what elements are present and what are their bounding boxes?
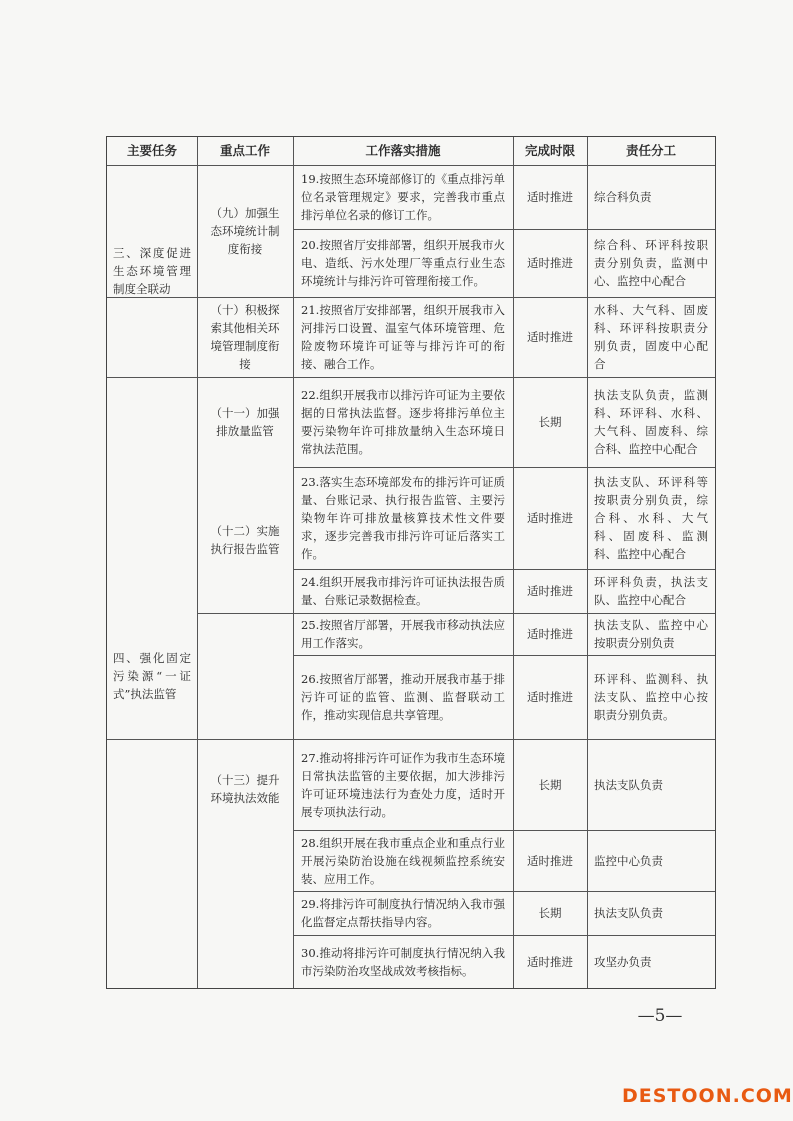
watermark: DESTOON.COM <box>622 1085 793 1107</box>
deadline-cell: 适时推进 <box>527 584 573 598</box>
deadline-cell: 长期 <box>538 777 562 792</box>
task-table <box>106 136 716 989</box>
responsibility-cell: 环评科、监测科、执法支队、监控中心按职责分别负责。 <box>594 672 708 722</box>
responsibility-cell: 攻坚办负责 <box>594 954 652 969</box>
header-responsibility: 责任分工 <box>625 143 676 158</box>
responsibility-cell: 水科、大气科、固废科、环评科按职责分别负责，固废中心配合 <box>594 303 708 371</box>
measure-cell: 23.落实生态环境部发布的排污许可证质量、台账记录、执行报告监管、主要污染物年许可排放量核算技术性文件要求，逐步完善我市排污许可证后落实工作。 <box>301 475 505 561</box>
measure-cell: 21.按照省厅安排部署，组织开展我市入河排污口设置、温室气体环境管理、危险废物环境许可证等与排污许可的衔接、融合工作。 <box>301 303 505 371</box>
header-focus: 重点工作 <box>219 143 270 158</box>
measure-cell: 20.按照省厅安排部署，组织开展我市火电、造纸、污水处理厂等重点行业生态环境统计与排污许可管理衔接工作。 <box>301 238 505 288</box>
responsibility-cell: 综合科、环评科按职责分别负责，监测中心、监控中心配合 <box>594 238 708 288</box>
measure-cell: 29.将排污许可制度执行情况纳入我市强化监督定点帮扶指导内容。 <box>301 897 505 929</box>
main-task: 四、强化固定污染源“一证式”执法监管 <box>113 651 191 701</box>
header-deadline: 完成时限 <box>524 143 575 158</box>
deadline-cell: 适时推进 <box>527 853 573 868</box>
responsibility-cell: 执法支队负责 <box>594 777 663 792</box>
page-number: —5— <box>637 1006 683 1026</box>
measure-cell: 25.按照省厅部署，开展我市移动执法应用工作落实。 <box>301 618 505 650</box>
focus-item: （九）加强生态环境统计制度衔接 <box>210 206 280 256</box>
deadline-cell: 适时推进 <box>527 511 573 525</box>
deadline-cell: 适时推进 <box>527 330 573 344</box>
measure-cell: 19.按照生态环境部修订的《重点排污单位名录管理规定》要求，完善我市重点排污单位名录的修订工作。 <box>301 172 505 222</box>
deadline-cell: 适时推进 <box>527 954 573 969</box>
responsibility-cell: 执法支队负责 <box>594 906 663 920</box>
deadline-cell: 适时推进 <box>527 690 573 704</box>
focus-item: （十一）加强排放量监管 <box>210 406 280 438</box>
responsibility-cell: 综合科负责 <box>594 190 652 204</box>
responsibility-cell: 执法支队、环评科等按职责分别负责，综合科、水科、大气科、固废科、监测科、监控中心配合 <box>594 475 708 561</box>
deadline-cell: 长期 <box>538 906 562 920</box>
measure-cell: 24.组织开展我市排污许可证执法报告质量、台账记录数据检查。 <box>301 575 505 607</box>
measure-cell: 28.组织开展在我市重点企业和重点行业开展污染防治设施在线视频监控系统安装、应用工作。 <box>301 835 505 886</box>
responsibility-cell: 环评科负责，执法支队、监控中心配合 <box>594 575 708 607</box>
measure-cell: 27.推动将排污许可证作为我市生态环境日常执法监管的主要依据，加大涉排污许可证环境违法行为查处力度，适时开展专项执法行动。 <box>301 750 505 819</box>
deadline-cell: 适时推进 <box>527 190 573 204</box>
responsibility-cell: 监控中心负责 <box>594 853 663 868</box>
deadline-cell: 适时推进 <box>527 627 573 641</box>
measure-cell: 22.组织开展我市以排污许可证为主要依据的日常执法监督。逐步将排污单位主要污染物年许可排放量纳入生态环境日常执法范围。 <box>301 388 505 456</box>
focus-item: （十三）提升环境执法效能 <box>210 773 280 805</box>
focus-item: （十二）实施执行报告监管 <box>210 524 280 556</box>
main-task: 三、深度促进生态环境管理制度全联动 <box>113 246 191 296</box>
header-measure: 工作落实措施 <box>365 143 441 158</box>
deadline-cell: 长期 <box>538 415 562 429</box>
measure-cell: 26.按照省厅部署，推动开展我市基于排污许可证的监管、监测、监督联动工作，推动实现信息共享管理。 <box>301 672 505 722</box>
responsibility-cell: 执法支队、监控中心按职责分别负责 <box>594 618 708 650</box>
header-task: 主要任务 <box>126 143 177 158</box>
responsibility-cell: 执法支队负责，监测科、环评科、水科、大气科、固废科、综合科、监控中心配合 <box>594 388 708 456</box>
measure-cell: 30.推动将排污许可制度执行情况纳入我市污染防治攻坚战成效考核指标。 <box>301 945 505 978</box>
focus-item: （十）积极探索其他相关环境管理制度衔接 <box>210 303 280 371</box>
deadline-cell: 适时推进 <box>527 256 573 270</box>
